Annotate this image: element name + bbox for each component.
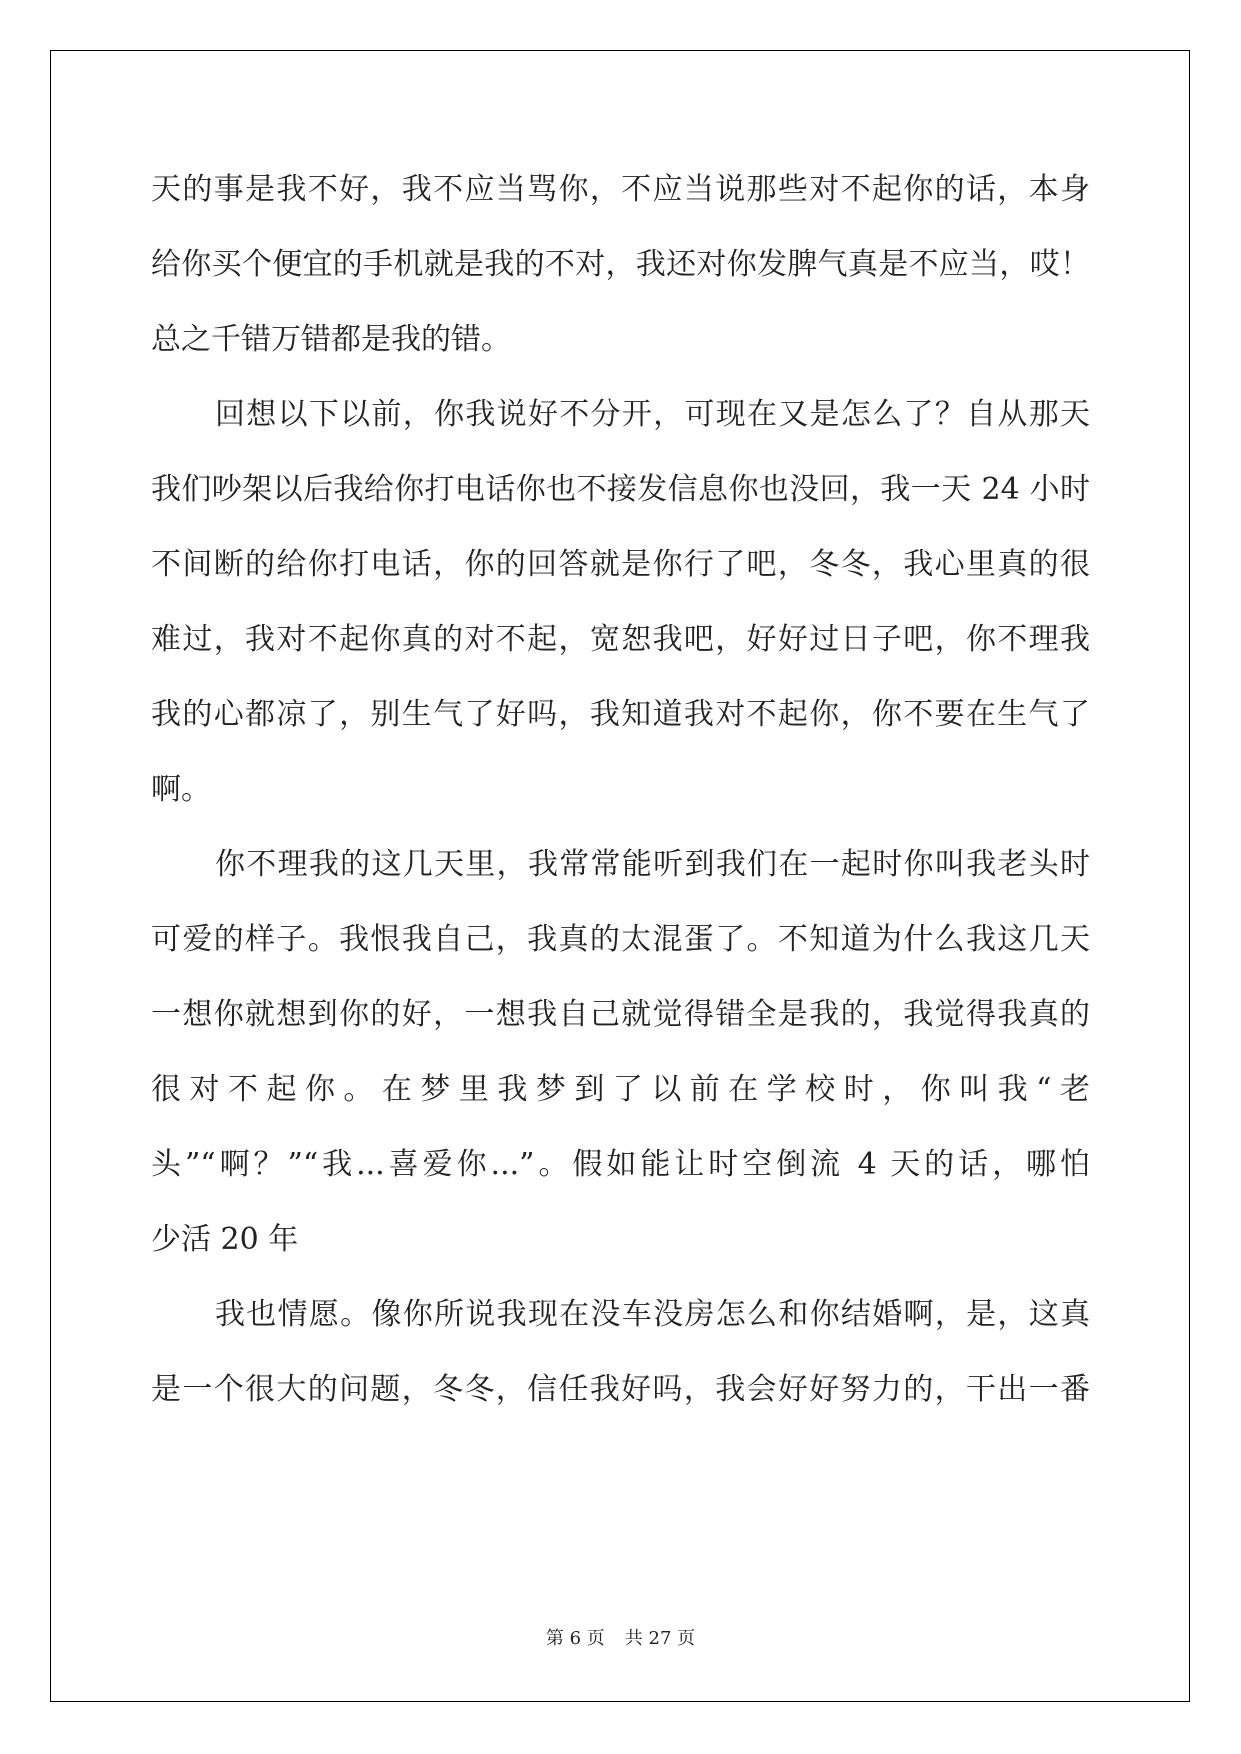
paragraph [151,1277,1090,1427]
text-line: 你不理我的这几天里，我常常能听到我们在一起时你叫我老头时 [215,847,1090,882]
page-total: 共 27 页 [624,1628,696,1649]
text-line: 少活 20 年 [151,1222,299,1257]
text-line: 我们吵架以后我给你打电话你也不接发信息你也没回，我一天 24 小时 [151,472,1090,507]
text-line: 我也情愿。像你所说我现在没车没房怎么和你结婚啊，是，这真 [215,1297,1090,1332]
document-body [151,152,1090,1427]
text-line: 我的心都凉了，别生气了好吗，我知道我对不起你，你不要在生气了 [151,697,1090,732]
page-number: 第 6 页 [545,1628,605,1649]
paragraph [151,152,1090,377]
text-line: 啊。 [151,772,211,807]
text-line: 头”“啊？”“我...喜爱你...”。假如能让时空倒流 4 天的话，哪怕 [151,1147,1090,1182]
text-line: 难过，我对不起你真的对不起，宽恕我吧，好好过日子吧，你不理我 [151,622,1090,657]
page-footer [0,1624,1241,1650]
text-line: 是一个很大的问题，冬冬，信任我好吗，我会好好努力的，干出一番 [151,1372,1090,1407]
paragraph [151,377,1090,827]
text-line: 回想以下以前，你我说好不分开，可现在又是怎么了？自从那天 [215,397,1090,432]
text-line: 不间断的给你打电话，你的回答就是你行了吧，冬冬，我心里真的很 [151,547,1090,582]
text-line: 给你买个便宜的手机就是我的不对，我还对你发脾气真是不应当，哎！ [151,247,1090,282]
text-line: 很对不起你。在梦里我梦到了以前在学校时，你叫我“老 [151,1072,1090,1107]
text-line: 可爱的样子。我恨我自己，我真的太混蛋了。不知道为什么我这几天 [151,922,1090,957]
text-line: 天的事是我不好，我不应当骂你，不应当说那些对不起你的话，本身 [151,172,1090,207]
text-line: 一想你就想到你的好，一想我自己就觉得错全是我的，我觉得我真的 [151,997,1090,1032]
paragraph [151,827,1090,1277]
text-line: 总之千错万错都是我的错。 [151,322,511,357]
